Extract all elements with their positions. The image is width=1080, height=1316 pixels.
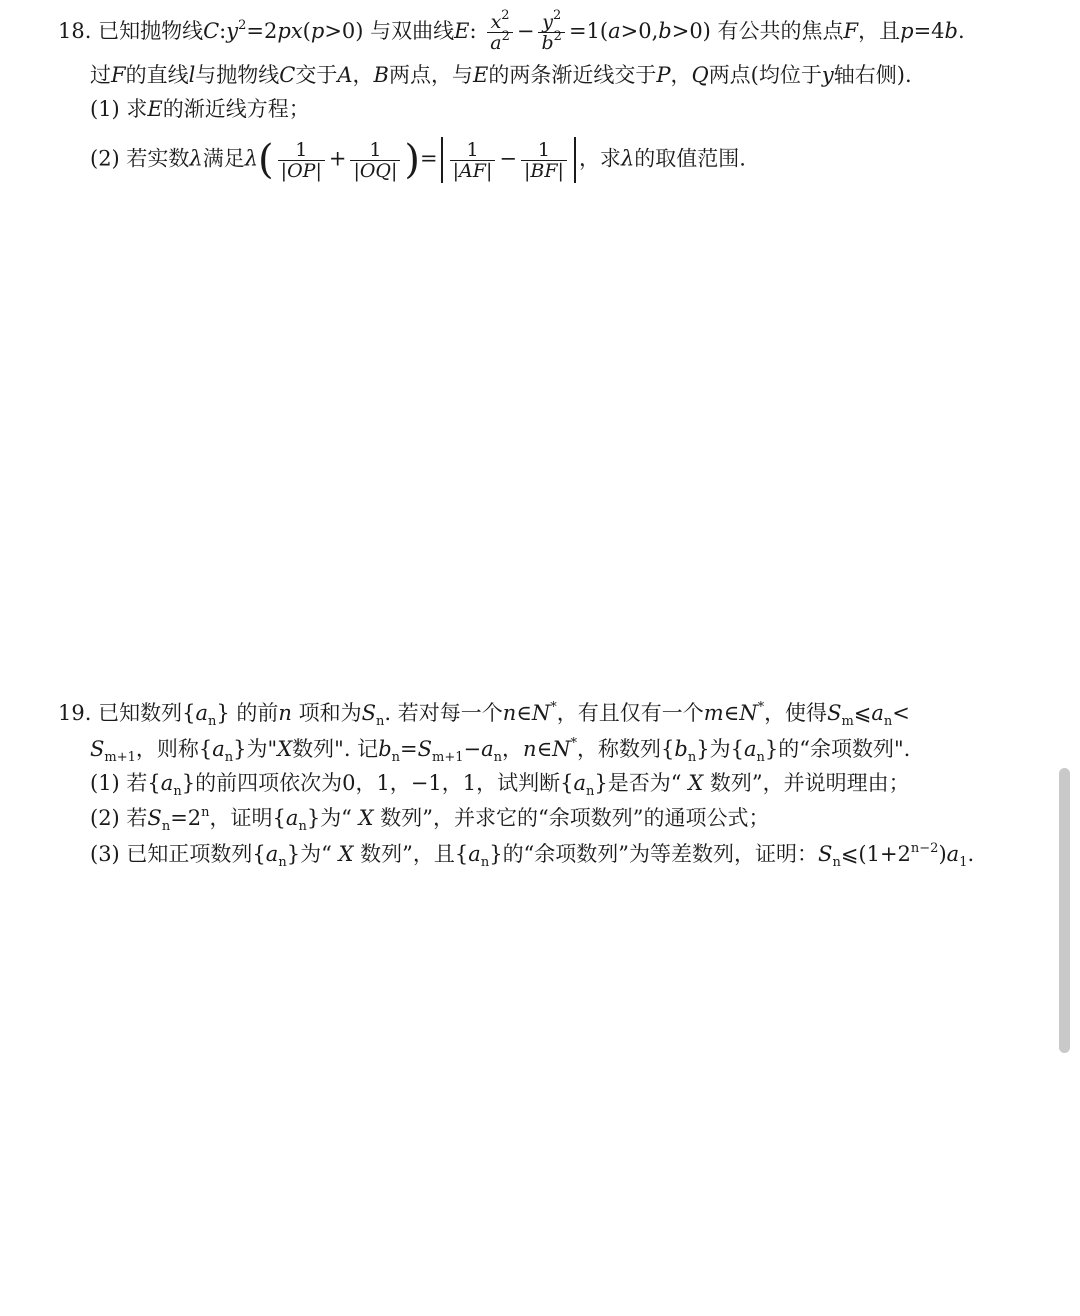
- q19-part-3: (3) 已知正项数列$\{a_n\}$为“ X 数列”，且$\{a_n\}$的“余项数列”为等差数列，证明：$S_n⩽(1+2^{n-2})a_1$.: [90, 841, 975, 870]
- q18-text: 的两条渐近线交于: [488, 63, 657, 87]
- q19-text: 为“: [320, 806, 352, 830]
- q18-text: 的直线: [125, 63, 189, 87]
- q19-text: 数列”，且: [360, 842, 455, 866]
- q19-text: 项和为: [298, 701, 362, 725]
- q18-text: ，且: [858, 19, 901, 43]
- q18-text: 有公共的焦点: [717, 19, 844, 43]
- q18-text: 满足: [202, 146, 245, 171]
- q19-text: ，有且仅有一个: [556, 701, 704, 725]
- q18-text: 的取值范围.: [634, 146, 746, 171]
- q19-text: ，则称: [135, 737, 199, 761]
- q19-text: (1) 若: [90, 771, 148, 795]
- fraction: $\frac{1}{|OP|}$: [278, 140, 325, 181]
- q18-text: 两点(均位于: [708, 63, 822, 87]
- q19-part-1: (1) 若$\{a_n\}$的前四项依次为0，1，−1，1，试判断$\{a_n\}$是否为“ X 数列”，并说明理由；: [90, 771, 910, 799]
- q19-number: 19.: [58, 701, 92, 725]
- fraction: $\frac{1}{|BF|}$: [521, 140, 567, 181]
- q19-text: ，使得: [764, 701, 828, 725]
- fraction: $\frac{x^2}{a^2}$: [487, 12, 513, 53]
- q19-text: 数列”，并求它的“余项数列”的通项公式；: [380, 806, 770, 830]
- q19-text: 为": [246, 737, 278, 761]
- q18-line-2: 过F的直线l与抛物线C交于A，B两点，与E的两条渐近线交于P，Q两点(均位于y轴右侧).: [90, 63, 912, 87]
- vertical-scrollbar[interactable]: [1059, 768, 1070, 1053]
- q19-line-2: $S_{m+1}$，则称$\{a_n\}$为"X数列". 记$b_n=S_{m+1}-a_n$，n∈N*，称数列$\{b_n\}$为$\{a_n\}$的“余项数列".: [90, 736, 911, 765]
- q18-text: 两点，与: [388, 63, 473, 87]
- q19-text: 已知数列: [98, 701, 183, 725]
- q19-text: (2) 若: [90, 806, 148, 830]
- q18-text: (2) 若实数: [90, 146, 190, 171]
- q18-text: ，求: [578, 146, 621, 171]
- q18-number: 18.: [58, 19, 92, 43]
- q19-text: 的前: [236, 701, 279, 725]
- q18-text: 轴右侧).: [833, 63, 912, 87]
- q19-text: .: [967, 842, 975, 866]
- q18-text: (1) 求: [90, 97, 148, 121]
- q19-part-2: (2) 若$S_n=2^n$，证明$\{a_n\}$为“ X 数列”，并求它的“余项数列”的通项公式；: [90, 805, 770, 834]
- q18-part-1: (1) 求E的渐近线方程；: [90, 97, 310, 121]
- q19-text: 的“余项数列”为等差数列，证明：: [502, 842, 819, 866]
- q19-text: ，证明: [209, 806, 273, 830]
- q19-text: . 若对每一个: [384, 701, 503, 725]
- q18-text: 的渐近线方程；: [162, 97, 310, 121]
- q18-text: 已知抛物线: [98, 19, 204, 43]
- q19-text: 为“: [300, 842, 332, 866]
- q18-line-1: 18. 已知抛物线$C:y^2=2px(p>0)$ 与双曲线E: $\frac{x^2}{a^2}$ − $\frac{y^2}{b^2}$ =1(a>0,b>0) 有公共的焦点F，且p=4b.: [58, 8, 965, 54]
- q19-text: 数列". 记: [292, 737, 379, 761]
- q19-text: 为: [709, 737, 731, 761]
- q19-text: (3) 已知正项数列: [90, 842, 253, 866]
- q18-part-2: (2) 若实数λ满足λ( $\frac{1}{|OP|}$ + $\frac{1}{|OQ|}$ )= $\frac{1}{|AF|}$ − $\frac{1}{|BF|}$ ，求λ的取值范围.: [90, 137, 746, 183]
- q18-text: 与抛物线: [195, 63, 280, 87]
- q19-text: 的前四项依次为0，1，−1，1，试判断: [195, 771, 561, 795]
- q18-text: 交于: [295, 63, 338, 87]
- fraction: $\frac{y^2}{b^2}$: [538, 12, 564, 53]
- q19-text: 数列”，并说明理由；: [709, 771, 910, 795]
- q18-text: 与双曲线: [370, 19, 455, 43]
- fraction: $\frac{1}{|AF|}$: [450, 140, 496, 181]
- fraction: $\frac{1}{|OQ|}$: [350, 140, 400, 181]
- q18-text: 过: [90, 63, 111, 87]
- q19-text: 是否为“: [607, 771, 682, 795]
- q19-text: 的“余项数列".: [778, 737, 911, 761]
- q19-line-1: 19. 已知数列$\{a_n\}$ 的前n 项和为$S_n$. 若对每一个n∈N*，有且仅有一个m∈N*，使得$S_m⩽a_n<$: [58, 700, 910, 729]
- q19-text: ，称数列: [576, 737, 661, 761]
